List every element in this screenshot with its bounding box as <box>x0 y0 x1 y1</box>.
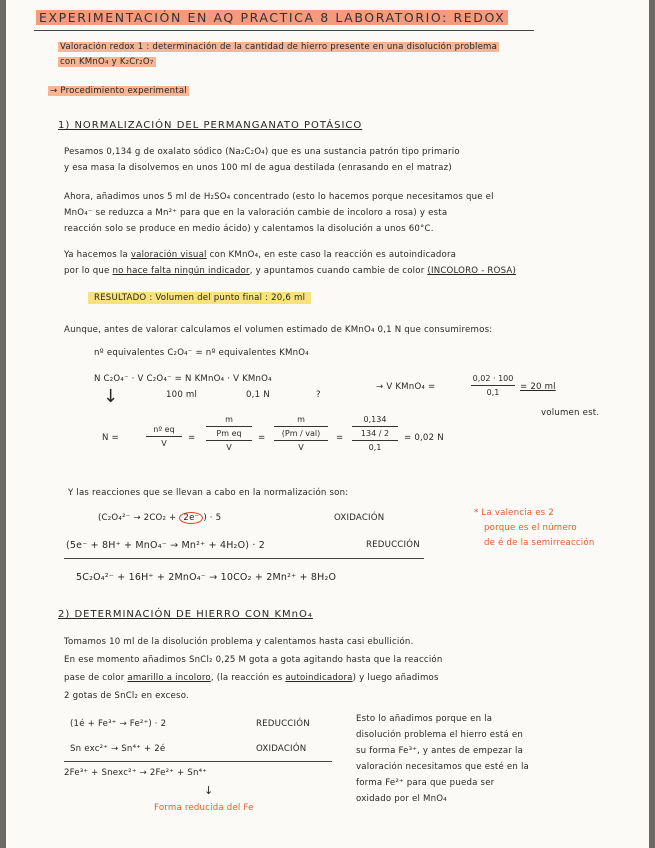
reaction-oxidation: (C₂O₄²⁻ → 2CO₂ + 2e⁻ ) · 5 <box>98 513 222 523</box>
page-title: EXPERIMENTACIÓN EN AQ PRACTICA 8 LABORATORIO: REDOX <box>36 10 508 25</box>
valence-note-line-3: de é de la semirreacción <box>484 538 595 548</box>
eq-volume-note: volumen est. <box>541 408 600 418</box>
paragraph-4: Aunque, antes de valorar calculamos el volumen estimado de KMnO₄ 0,1 N que consumiremos: <box>64 325 493 335</box>
paragraph-6-line-1: Tomamos 10 ml de la disolución problema y calentamos hasta casi ebullición. <box>64 637 414 647</box>
reaction-reduction-label: REDUCCIÓN <box>366 540 420 550</box>
paragraph-6-line-2: En ese momento añadimos SnCl₂ 0,25 M gota a gota agitando hasta que la reacción <box>64 655 443 665</box>
paragraph-8: 2 gotas de SnCl₂ en exceso. <box>64 691 189 701</box>
paragraph-1-line-2: y esa masa la disolvemos en unos 100 ml de agua destilada (enrasando en el matraz) <box>64 163 452 173</box>
eq-volume-fraction: 0,02 · 100 0,1 <box>472 374 514 397</box>
result-highlight: RESULTADO : Volumen del punto final : 20,6 ml <box>88 293 311 303</box>
paragraph-2-line-1: Ahora, añadimos unos 5 ml de H₂SO₄ concentrado (esto lo hacemos porque necesitamos que el <box>64 192 494 202</box>
fe-reaction-reduction: (1é + Fe³⁺ → Fe²⁺) · 2 <box>70 719 167 729</box>
side-note-line-1: Esto lo añadimos porque en la <box>356 714 493 724</box>
reaction-sum-line <box>64 558 424 559</box>
subtitle-line-2: con KMnO₄ y K₂Cr₂O₇ <box>60 57 154 67</box>
paragraph-3-line-2: por lo que no hace falta ningún indicador, y apuntamos cuando cambie de color (INCOLORO - ROSA) <box>64 266 517 276</box>
side-note-line-5: forma Fe²⁺ para que pueda ser <box>356 778 495 788</box>
eq-fraction-3: m (Pm / val) V <box>274 415 328 452</box>
section-1-title: 1) NORMALIZACIÓN DEL PERMANGANATO POTÁSICO <box>58 120 363 131</box>
paragraph-2-line-3: reacción solo se produce en medio ácido) y calentamos la disolución a unos 60°C. <box>64 224 434 234</box>
reaction-oxidation-label: OXIDACIÓN <box>334 513 385 523</box>
procedure-label: → Procedimiento experimental <box>50 86 187 96</box>
valence-note-line-1: * La valencia es 2 <box>474 508 554 518</box>
eq-volume-label: → V KMnO₄ = <box>376 382 436 392</box>
eq-sign-3: = <box>336 433 344 443</box>
eq-sub-unknown: ? <box>316 390 321 400</box>
fe-reaction-global: 2Fe³⁺ + Snexc²⁺ → 2Fe²⁺ + Sn⁴⁺ <box>64 768 207 778</box>
side-note-line-3: su forma Fe³⁺, y antes de empezar la <box>356 746 524 756</box>
reaction-reduction: (5e⁻ + 8H⁺ + MnO₄⁻ → Mn²⁺ + 4H₂O) · 2 <box>66 540 266 551</box>
reaction-global: 5C₂O₄²⁻ + 16H⁺ + 2MnO₄⁻ → 10CO₂ + 2Mn²⁺ + 8H₂O <box>76 572 337 583</box>
side-note-line-2: disolución problema el hierro está en <box>356 730 524 740</box>
fe-reduced-form-note: Forma reducida del Fe <box>154 803 254 813</box>
eq-fraction-2: m Pm eq V <box>206 415 252 452</box>
eq-sub-normality: 0,1 N <box>246 390 270 400</box>
section-2-title: 2) DETERMINACIÓN DE HIERRO CON KMnO₄ <box>58 609 313 620</box>
eq-fraction-1: nº eq V <box>146 425 182 448</box>
fe-reaction-oxidation-label: OXIDACIÓN <box>256 744 307 754</box>
fe-reaction-reduction-label: REDUCCIÓN <box>256 719 310 729</box>
eq-sub-volume: 100 ml <box>166 390 198 400</box>
side-note-line-4: valoración necesitamos que esté en la <box>356 762 530 772</box>
valence-note-line-2: porque es el número <box>484 523 577 533</box>
title-underline <box>34 30 534 31</box>
eq-normality-result: = 0,02 N <box>404 433 444 443</box>
paragraph-3-line-1: Ya hacemos la valoración visual con KMnO₄, en este caso la reacción es autoindicadora <box>64 250 457 260</box>
down-arrow-icon: ↓ <box>103 386 119 407</box>
eq-sign-1: = <box>188 433 196 443</box>
equation-normality-volume: N C₂O₄⁻ · V C₂O₄⁻ = N KMnO₄ · V KMnO₄ <box>94 374 272 384</box>
equation-equivalents: nº equivalentes C₂O₄⁻ = nº equivalentes KMnO₄ <box>94 348 309 358</box>
fe-reaction-oxidation: Sn exc²⁺ → Sn⁴⁺ + 2é <box>70 744 166 754</box>
paragraph-2-line-2: MnO₄⁻ se reduzca a Mn²⁺ para que en la valoración cambie de incoloro a rosa) y esta <box>64 208 448 218</box>
eq-normality-label: N = <box>102 433 119 443</box>
fe-sum-line <box>64 761 332 762</box>
paragraph-5: Y las reacciones que se llevan a cabo en la normalización son: <box>68 488 349 498</box>
eq-fraction-4: 0,134 134 / 2 0,1 <box>352 415 398 452</box>
paragraph-1-line-1: Pesamos 0,134 g de oxalato sódico (Na₂C₂O₄) que es una sustancia patrón tipo primario <box>64 147 460 157</box>
fe-down-arrow-icon: ↓ <box>204 784 214 797</box>
subtitle-line-1: Valoración redox 1 : determinación de la cantidad de hierro presente en una disolución problema <box>60 42 498 52</box>
notebook-page <box>6 0 649 848</box>
eq-sign-2: = <box>258 433 266 443</box>
side-note-line-6: oxidado por el MnO₄ <box>356 794 447 804</box>
eq-volume-result: = 20 ml <box>520 382 556 392</box>
paragraph-7: pase de color amarillo a incoloro, (la reacción es autoindicadora) y luego añadimos <box>64 673 439 683</box>
